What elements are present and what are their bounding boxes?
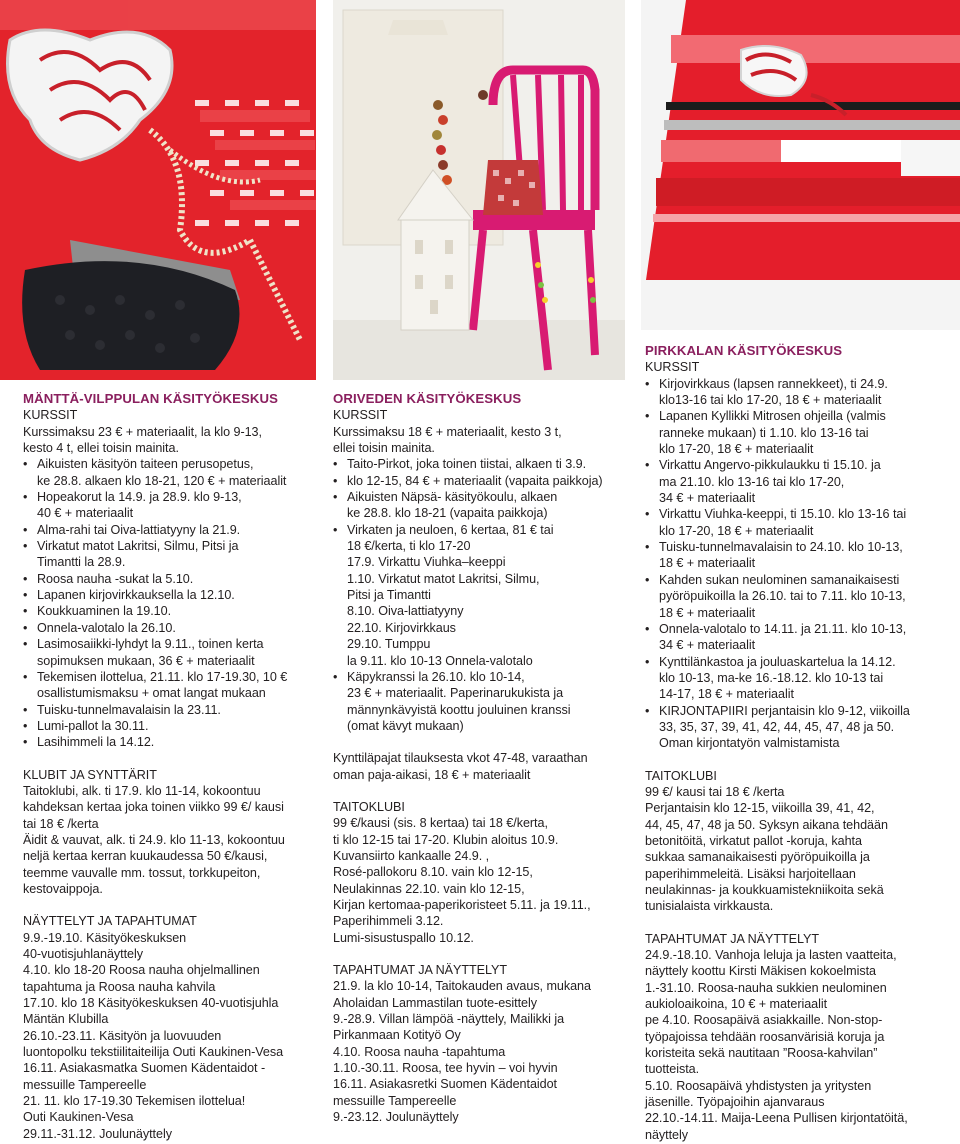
course-text: 8.10. Oiva-lattiatyyny [347, 604, 464, 619]
course-text: 14-17, 18 € + materiaalit [659, 687, 794, 702]
course-text: 34 € + materiaalit [659, 638, 756, 653]
course-text: • Lumi-pallot la 30.11. [37, 718, 149, 733]
nayttelyt-line: 9.9.-19.10. Käsityökeskuksen [23, 930, 187, 945]
course-item [23, 587, 323, 603]
taitoklubi-line: Kirjan kertomaa-paperikoristeet 5.11. ja 19.11., [333, 897, 591, 912]
course-text: klo13-16 tai klo 17-20, 18 € + materiaalit [659, 393, 882, 408]
course-item [23, 489, 323, 522]
course-text: 1.10. Virkatut matot Lakritsi, Silmu, [347, 571, 540, 586]
kurssit-label: KURSSIT [23, 408, 78, 423]
course-text: Timantti la 28.9. [37, 555, 126, 570]
course-text: 29.10. Tumppu [347, 637, 431, 652]
course-list [333, 456, 633, 734]
nayttelyt-line: 17.10. klo 18 Käsityökeskuksen 40-vuotisjuhla [23, 996, 279, 1011]
course-text: • Aikuisten käsityön taiteen perusopetus, [37, 457, 254, 472]
taitoklubi-line: paperihimmeleitä. Lisäksi harjoitellaan [645, 866, 856, 881]
course-text: klo 17-20, 18 € + materiaalit [659, 523, 814, 538]
kurssit-label: KURSSIT [645, 360, 700, 375]
column-orivesi [333, 391, 633, 1125]
course-text: • Alma-rahi tai Oiva-lattiatyyny la 21.9. [37, 522, 241, 537]
nayttelyt-line: 21. 11. klo 17-19.30 Tekemisen ilottelua! [23, 1094, 246, 1109]
course-text: • Virkatut matot Lakritsi, Silmu, Pitsi ja [37, 539, 239, 554]
course-text: männynkävyistä koottu jouluinen kranssi [347, 702, 571, 717]
course-text: klo 10-13, ma-ke 16.-18.12. klo 10-13 tai [659, 670, 884, 685]
course-item [333, 473, 633, 489]
tapahtumat-line: 24.9.-18.10. Vanhoja leluja ja lasten vaatteita, [645, 948, 897, 963]
course-item [645, 539, 957, 572]
course-item [645, 621, 957, 654]
taitoklubi-line: 99 €/kausi (sis. 8 kertaa) tai 18 €/kerta, [333, 816, 548, 831]
tapahtumat-line: 22.10.-14.11. Maija-Leena Pullisen kirjontatöitä, [645, 1111, 908, 1126]
intro-line: Kurssimaksu 23 € + materiaalit, la klo 9-13, [23, 424, 262, 439]
course-text: • Virkattu Angervo-pikkulaukku ti 15.10. ja [659, 458, 881, 473]
course-text: 18 € + materiaalit [659, 605, 756, 620]
course-text: • Kynttilänkastoa ja jouluaskartelua la 14.12. [659, 654, 896, 669]
kurssit-label: KURSSIT [333, 408, 388, 423]
klubit-line: Äidit & vauvat, alk. ti 24.9. klo 11-13, kokoontuu [23, 832, 285, 847]
course-list [645, 376, 957, 752]
taitoklubi-line: Kuvansiirto kankaalle 24.9. , [333, 848, 490, 863]
course-text: • Kahden sukan neulominen samanaikaisesti [659, 572, 900, 587]
course-text: ke 28.8. alkaen klo 18-21, 120 € + materiaalit [37, 473, 287, 488]
course-text: • Onnela-valotalo to 14.11. ja 21.11. klo 10-13, [659, 621, 907, 636]
tapahtumat-line: työpajoissa tehdään roosanvärisiä koruja ja [645, 1029, 885, 1044]
tapahtumat-heading: TAPAHTUMAT JA NÄYTTELYT [333, 963, 508, 977]
course-text: • KIRJONTAPIIRI perjantaisin klo 9-12, viikoilla [659, 703, 910, 718]
taitoklubi-line: 44, 45, 47, 48 ja 50. Syksyn aikana tehdään [645, 817, 888, 832]
course-list [23, 456, 323, 750]
tapahtumat-line: 4.10. Roosa nauha -tapahtuma [333, 1044, 506, 1059]
course-item [23, 702, 323, 718]
course-text: klo 17-20, 18 € + materiaalit [659, 442, 814, 457]
course-text: 22.10. Kirjovirkkaus [347, 620, 456, 635]
taitoklubi-line: Rosé-pallokoru 8.10. vain klo 12-15, [333, 865, 533, 880]
course-text: 40 € + materiaalit [37, 506, 134, 521]
tapahtumat-line: 21.9. la klo 10-14, Taitokauden avaus, mukana [333, 979, 591, 994]
nayttelyt-line: Mäntän Klubilla [23, 1012, 109, 1027]
taitoklubi-heading: TAITOKLUBI [645, 768, 717, 783]
course-text: Oman kirjontatyön valmistamista [659, 736, 840, 751]
tapahtumat-line: messuille Tampereelle [333, 1093, 457, 1108]
course-item [645, 506, 957, 539]
nayttelyt-line: 4.10. klo 18-20 Roosa nauha ohjelmallinen [23, 963, 260, 978]
intro-line: Kurssimaksu 18 € + materiaalit, kesto 3 t, [333, 424, 562, 439]
tapahtumat-line: jäsenille. Työpajoihin ajanvaraus [645, 1095, 825, 1110]
section-heading: ORIVEDEN KÄSITYÖKESKUS [333, 391, 522, 406]
course-text: • Tekemisen ilottelua, 21.11. klo 17-19.30, 10 € [37, 669, 288, 684]
nayttelyt-line: 29.11.-31.12. Joulunäyttely [23, 1126, 172, 1141]
course-item [333, 669, 633, 734]
course-item [333, 522, 633, 669]
nayttelyt-line: 40-vuotisjuhlanäyttely [23, 947, 144, 961]
taitoklubi-line: Paperihimmeli 3.12. [333, 914, 444, 929]
tapahtumat-line: 5.10. Roosapäivä yhdistysten ja yritysten [645, 1078, 872, 1093]
column-manttä-vilppula [23, 391, 323, 1142]
course-text: • Virkaten ja neuloen, 6 kertaa, 81 € tai [347, 522, 554, 537]
course-text: • Lasihimmeli la 14.12. [37, 735, 155, 750]
course-text: • Käpykranssi la 26.10. klo 10-14, [347, 669, 525, 684]
course-item [645, 376, 957, 409]
intro-line: ellei toisin mainita. [333, 441, 435, 456]
photo-purse-and-beads [0, 0, 316, 380]
note-line: oman paja-aikasi, 18 € + materiaalit [333, 767, 531, 782]
course-item [333, 456, 633, 472]
nayttelyt-heading: NÄYTTELYT JA TAPAHTUMAT [23, 914, 197, 929]
tapahtumat-line: pe 4.10. Roosapäivä asiakkaille. Non-stop- [645, 1013, 883, 1028]
nayttelyt-line: luontopolku tekstiilitaiteilija Outi Kaukinen-Vesa [23, 1045, 284, 1060]
course-text: ma 21.10. klo 13-16 tai klo 17-20, [659, 474, 845, 489]
course-text: 18 €/kerta, ti klo 17-20 [347, 539, 471, 554]
tapahtumat-line: 9.-23.12. Joulunäyttely [333, 1110, 459, 1125]
nayttelyt-line: messuille Tampereelle [23, 1077, 147, 1092]
course-text: 18 € + materiaalit [659, 556, 756, 571]
klubit-line: teemme vauvalle mm. tossut, torkkupeiton, [23, 865, 261, 880]
note-line: Kynttiläpajat tilauksesta vkot 47-48, varaathan [333, 751, 588, 766]
course-text: • Tuisku-tunnelmavalaisin la 23.11. [37, 702, 221, 717]
course-text: osallistumismaksu + omat langat mukaan [37, 686, 266, 701]
course-item [23, 603, 323, 619]
column-pirkkala [645, 343, 957, 1143]
tapahtumat-line: 1.10.-30.11. Roosa, tee hyvin – voi hyvin [333, 1061, 558, 1076]
course-item [23, 620, 323, 636]
tapahtumat-line: tuotteista. [645, 1062, 700, 1077]
course-item [23, 571, 323, 587]
course-text: • klo 12-15, 84 € + materiaalit (vapaita paikkoja) [347, 473, 603, 488]
section-heading: MÄNTTÄ-VILPPULAN KÄSITYÖKESKUS [23, 391, 279, 406]
course-text: • Taito-Pirkot, joka toinen tiistai, alkaen ti 3.9. [347, 457, 587, 472]
course-text: • Aikuisten Näpsä- käsityökoulu, alkaen [347, 490, 558, 505]
taitoklubi-line: Lumi-sisustuspallo 10.12. [333, 930, 474, 945]
klubit-line: tai 18 € /kerta [23, 816, 99, 831]
photo-chair-and-lantern [333, 0, 625, 380]
course-text: • Tuisku-tunnelmavalaisin to 24.10. klo 10-13, [659, 540, 903, 555]
course-text: • Lapanen kirjovirkkauksella la 12.10. [37, 588, 235, 603]
tapahtumat-line: 1.-31.10. Roosa-nauha sukkien neulominen [645, 980, 887, 995]
tapahtumat-line: 9.-28.9. Villan lämpöä -näyttely, Mailikki ja [333, 1012, 565, 1027]
nayttelyt-line: 16.11. Asiakasmatka Suomen Kädentaidot - [23, 1061, 266, 1076]
intro-line: kesto 4 t, ellei toisin mainita. [23, 441, 179, 456]
course-item [645, 572, 957, 621]
course-item [23, 669, 323, 702]
course-item [645, 654, 957, 703]
klubit-line: kestovaippoja. [23, 881, 103, 896]
course-text: • Hopeakorut la 14.9. ja 28.9. klo 9-13, [37, 490, 242, 505]
course-text: • Lapanen Kyllikki Mitrosen ohjeilla (valmis [659, 409, 886, 424]
course-text: 33, 35, 37, 39, 41, 42, 44, 45, 47, 48 ja 50. [659, 719, 895, 734]
course-text: ke 28.8. klo 18-21 (vapaita paikkoja) [347, 506, 548, 521]
course-item [645, 703, 957, 752]
section-heading: PIRKKALAN KÄSITYÖKESKUS [645, 343, 843, 358]
course-text: • Kirjovirkkaus (lapsen rannekkeet), ti 24.9. [659, 376, 888, 391]
course-text: la 9.11. klo 10-13 Onnela-valotalo [347, 653, 533, 668]
taitoklubi-line: Neulakinnas 22.10. vain klo 12-15, [333, 881, 525, 896]
klubit-line: kahdeksan kertaa joka toinen viikko 99 €/ kausi [23, 800, 284, 815]
course-text: Pitsi ja Timantti [347, 588, 431, 603]
taitoklubi-line: Perjantaisin klo 12-15, viikoilla 39, 41, 42, [645, 801, 875, 816]
taitoklubi-heading: TAITOKLUBI [333, 799, 405, 814]
klubit-line: neljä kertaa kerran kuukaudessa 50 €/kausi, [23, 849, 268, 864]
course-text: • Lasimosaiikki-lyhdyt la 9.11., toinen kerta [37, 637, 264, 652]
course-item [23, 538, 323, 571]
photo-striped-rug [641, 0, 960, 330]
taitoklubi-line: betonitöitä, virkatut pallot -koruja, kahta [645, 833, 862, 848]
course-text: ranneke mukaan) ti 1.10. klo 13-16 tai [659, 425, 869, 440]
tapahtumat-line: aukioloaikoina, 10 € + materiaalit [645, 997, 828, 1012]
tapahtumat-line: 16.11. Asiakasretki Suomen Kädentaidot [333, 1077, 558, 1092]
tapahtumat-line: näyttely koottu Kirsti Mäkisen kokoelmista [645, 964, 876, 979]
klubit-line: Taitoklubi, alk. ti 17.9. klo 11-14, kokoontuu [23, 783, 261, 798]
course-text: • Onnela-valotalo la 26.10. [37, 620, 176, 635]
klubit-heading: KLUBIT JA SYNTTÄRIT [23, 767, 157, 782]
course-text: pyöröpuikoilla la 26.10. tai to 7.11. klo 10-13, [659, 589, 906, 604]
taitoklubi-line: tunisialaista virkkausta. [645, 899, 774, 914]
tapahtumat-line: Aholaidan Lammastilan tuote-esittely [333, 995, 538, 1010]
course-item [23, 636, 323, 669]
course-text: • Virkattu Viuhka-keeppi, ti 15.10. klo 13-16 tai [659, 507, 907, 522]
tapahtumat-heading: TAPAHTUMAT JA NÄYTTELYT [645, 931, 820, 946]
course-text: • Roosa nauha -sukat la 5.10. [37, 571, 194, 586]
nayttelyt-line: 26.10.-23.11. Käsityön ja luovuuden [23, 1028, 222, 1043]
course-item [23, 718, 323, 734]
taitoklubi-line: neulakinnas- ja koukkuamistekniikoita sekä [645, 883, 884, 897]
course-text: 17.9. Virkattu Viuhka–keeppi [347, 555, 506, 570]
course-text: • Koukkuaminen la 19.10. [37, 604, 172, 619]
course-item [23, 734, 323, 750]
course-item [23, 456, 323, 489]
tapahtumat-line: näyttely [645, 1127, 689, 1142]
course-text: 34 € + materiaalit [659, 491, 756, 506]
taitoklubi-line: ti klo 12-15 tai 17-20. Klubin aloitus 10.9. [333, 832, 559, 847]
course-text: sopimuksen mukaan, 36 € + materiaalit [37, 653, 255, 668]
course-item [23, 522, 323, 538]
nayttelyt-line: tapahtuma ja Roosa nauha kahvila [23, 979, 216, 994]
course-text: (omat kävyt mukaan) [347, 718, 464, 733]
nayttelyt-line: Outi Kaukinen-Vesa [23, 1110, 134, 1125]
tapahtumat-line: koristeita sekä nautitaan ”Roosa-kahvilan” [645, 1046, 878, 1061]
tapahtumat-line: Pirkanmaan Kotityö Oy [333, 1028, 461, 1043]
course-item [645, 408, 957, 457]
taitoklubi-line: sukkaa samanaikaisesti pyöröpuikoilla ja [645, 850, 870, 865]
course-item [645, 457, 957, 506]
course-text: 23 € + materiaalit. Paperinarukukista ja [347, 686, 564, 701]
taitoklubi-line: 99 €/ kausi tai 18 € /kerta [645, 784, 785, 799]
course-item [333, 489, 633, 522]
